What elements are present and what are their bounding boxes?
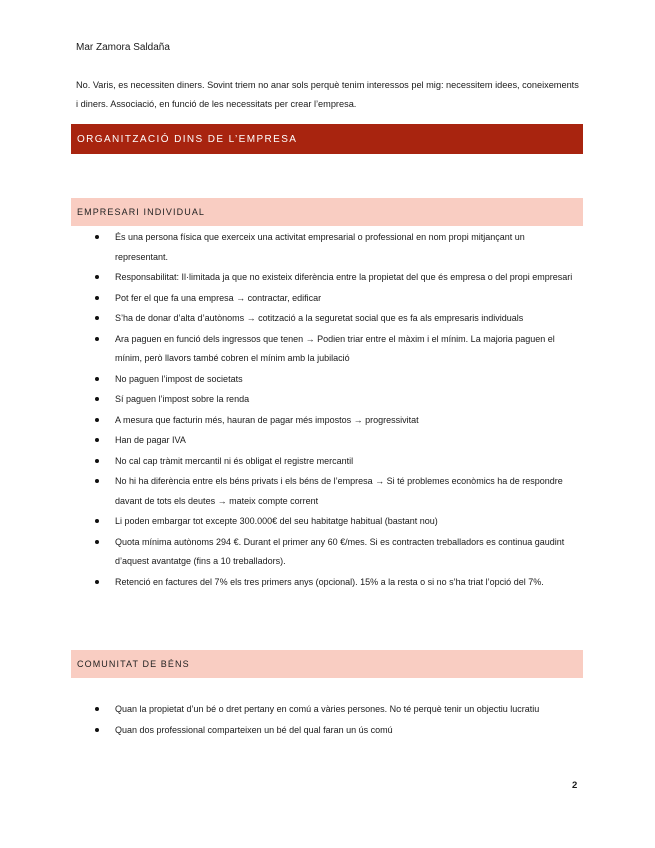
bullet-icon: [95, 479, 99, 483]
list-item-text: S’ha de donar d’alta d’autònoms → cotització a la seguretat social que es fa als empresaris individuals: [115, 313, 524, 323]
list-item-text: Quan dos professional comparteixen un bé del qual faran un ús comú: [115, 724, 393, 735]
list-item: [95, 309, 580, 329]
bullet-icon: [95, 296, 99, 300]
list-item: [95, 411, 580, 431]
list-item: [95, 512, 580, 532]
list-item-text: Pot fer el que fa una empresa → contractar, edificar: [115, 292, 322, 303]
list-item-text: Quota mínima autònoms 294 €. Durant el primer any 60 €/mes. Si es contracten treballadors es continua gaudint d’aquest avantatge (fins a 10 treballadors).: [115, 536, 565, 566]
section-heading-comunitat-de-bens: [71, 650, 583, 678]
bullet-icon: [95, 418, 99, 422]
list-item: [95, 452, 580, 472]
bullet-icon: [95, 235, 99, 239]
list-item: [95, 431, 580, 451]
list-item-text: Han de pagar IVA: [115, 435, 186, 445]
bullet-icon: [95, 316, 99, 320]
list-item: [95, 721, 580, 741]
list-item: [95, 268, 580, 288]
list-item-text: A mesura que facturin més, hauran de pagar més impostos → progressivitat: [115, 414, 419, 425]
bullet-icon: [95, 580, 99, 584]
list-item-text: No hi ha diferència entre els béns privats i els béns de l’empresa → Si té problemes econòmics ha de respondre davant de tots els deutes → mateix compte corrent: [115, 476, 563, 506]
bullet-icon: [95, 438, 99, 442]
bullet-icon: [95, 275, 99, 279]
list-item: [95, 390, 580, 410]
intro-paragraph: No. Varis, es necessiten diners. Sovint triem no anar sols perquè tenim interessos pel mig: necessitem idees, coneixements i diners. Associació, en funció de les necessitats per crear l’empresa.: [76, 80, 579, 109]
list-item: [95, 533, 580, 572]
bullet-list-empresari-individual: [95, 228, 580, 593]
author-name: Mar Zamora Saldaña: [76, 42, 170, 53]
page-number: 2: [572, 780, 578, 791]
list-item-text: És una persona física que exerceix una activitat empresarial o professional en nom propi mitjançant un representant.: [115, 232, 525, 262]
list-item: [95, 228, 580, 267]
list-item-text: No cal cap tràmit mercantil ni és obligat el registre mercantil: [115, 455, 354, 466]
list-item-text: Quan la propietat d’un bé o dret pertany en comú a vàries persones. No té perquè tenir un objectiu lucratiu: [115, 704, 540, 714]
list-item-text: Responsabilitat: Il·limitada ja que no existeix diferència entre la propietat del que és empresa o del propi empresari: [115, 272, 573, 282]
bullet-icon: [95, 459, 99, 463]
list-item: [95, 289, 580, 309]
bullet-icon: [95, 707, 99, 711]
bullet-icon: [95, 377, 99, 381]
chapter-banner-title: ORGANITZACIÓ DINS DE L’EMPRESA: [77, 133, 298, 145]
list-item: [95, 330, 580, 369]
bullet-icon: [95, 337, 99, 341]
list-item: [95, 700, 580, 720]
list-item-text: Ara paguen en funció dels ingressos que tenen → Podien triar entre el màxim i el mínim. La majoria paguen el mínim, però llavors també cobren el mínim amb la jubilació: [115, 333, 555, 363]
bullet-icon: [95, 728, 99, 732]
section-heading-empresari-individual: [71, 198, 583, 226]
bullet-icon: [95, 519, 99, 523]
section-heading-label: COMUNITAT DE BÉNS: [77, 659, 190, 669]
list-item-text: Sí paguen l’impost sobre la renda: [115, 394, 250, 404]
bullet-list-comunitat-de-bens: [95, 700, 580, 741]
list-item-text: No paguen l’impost de societats: [115, 373, 243, 384]
bullet-icon: [95, 397, 99, 401]
list-item: [95, 370, 580, 390]
section-heading-label: EMPRESARI INDIVIDUAL: [77, 207, 206, 217]
bullet-icon: [95, 540, 99, 544]
list-item-text: Retenció en factures del 7% els tres primers anys (opcional). 15% a la resta o si no s’ha triat l’opció del 7%.: [115, 576, 544, 587]
list-item-text: Li poden embargar tot excepte 300.000€ del seu habitatge habitual (bastant nou): [115, 516, 438, 526]
list-item: [95, 472, 580, 511]
list-item: [95, 573, 580, 593]
chapter-banner: [71, 124, 583, 154]
